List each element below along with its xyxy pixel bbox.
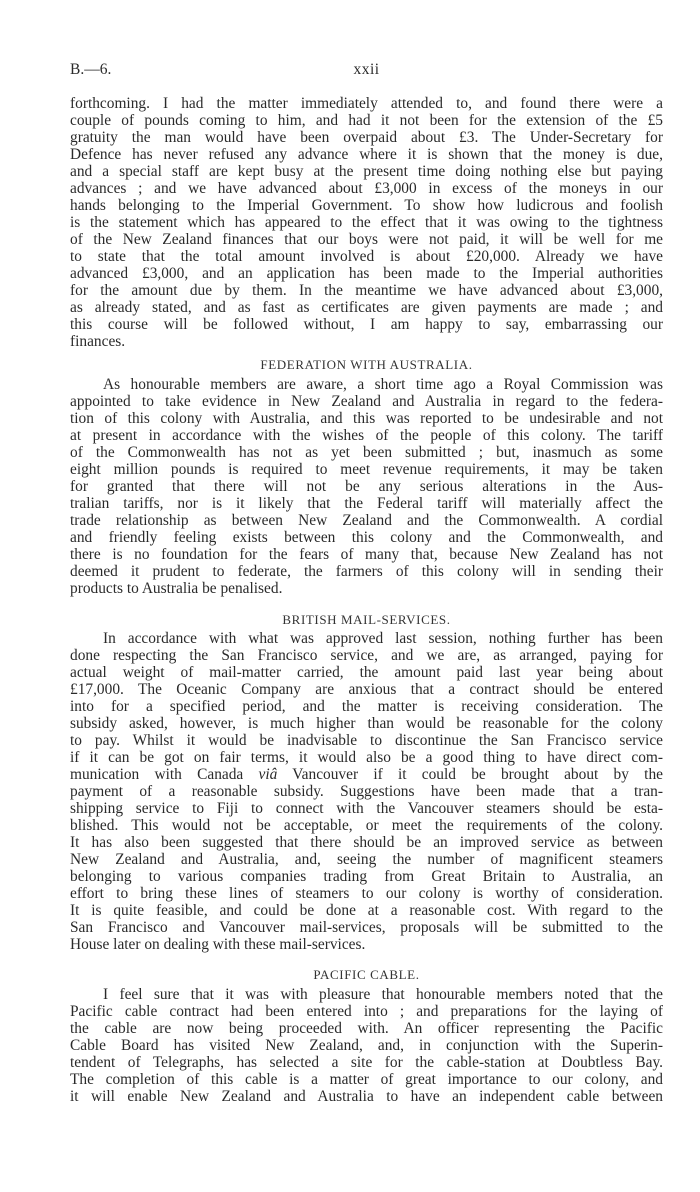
text-line: In accordance with what was approved last session, nothing further has been [103,630,663,647]
text-line: advanced £3,000, and an application has been made to the Imperial authorities [70,265,663,282]
text-line: of the Commonwealth has not as yet been submitted ; but, inasmuch as some [70,444,663,461]
text-line: tendent of Telegraphs, has selected a site for the cable-station at Doubtless Bay. [70,1054,663,1071]
text-line: to pay. Whilst it would be inadvisable to discontinue the San Francisco service [70,732,663,749]
section-heading: BRITISH MAIL-SERVICES. [282,612,451,627]
text-line: to state that the total amount involved is about £20,000. Already we have [70,248,663,265]
text-line: trade relationship as between New Zealand and the Commonwealth. A cordial [70,512,663,529]
text-line: tralian tariffs, nor is it likely that the Federal tariff will materially affect the [70,495,663,512]
text-line: into for a specified period, and the matter is receiving consideration. The [70,698,663,715]
text-line: done respecting the San Francisco service, and we are, as arranged, paying for [70,647,663,664]
text-line: is the statement which has appeared to the effect that it was owing to the tightness [70,214,663,231]
text-line: the cable are now being proceeded with. An officer representing the Pacific [70,1020,663,1037]
text-line: Cable Board has visited New Zealand, and, in conjunction with the Superin- [70,1037,663,1054]
text-line: at present in accordance with the wishes of the people of this colony. The tariff [70,427,663,444]
text-line: New Zealand and Australia, and, seeing the number of magnificent steamers [70,851,663,868]
text-line: if it can be got on fair terms, it would also be a good thing to have direct com- [70,749,663,766]
text-line: couple of pounds coming to him, and had it not been for the extension of the £5 [70,112,663,129]
section [70,95,663,350]
text-line: for the amount due by them. In the meantime we have advanced about £3,000, [70,282,663,299]
text-line: there is no foundation for the fears of many that, because New Zealand has not [70,546,663,563]
text-line: As honourable members are aware, a short time ago a Royal Commission was [103,376,663,393]
text-line: tion of this colony with Australia, and this was reported to be undesirable and not [70,410,663,427]
text-line: Defence has never refused any advance where it is shown that the money is due, [70,146,663,163]
text-line: It is quite feasible, and could be done at a reasonable cost. With regard to the [70,902,663,919]
page-number: xxii [353,61,380,78]
text-line: San Francisco and Vancouver mail-services, proposals will be submitted to the [70,919,663,936]
text-line: Pacific cable contract had been entered into ; and preparations for the laying of [70,1003,663,1020]
text-line: and friendly feeling exists between this colony and the Commonwealth, and [70,529,663,546]
text-line: blished. This would not be acceptable, or meet the requirements of the colony. [70,817,663,834]
text-line: forthcoming. I had the matter immediately attended to, and found there were a [70,95,663,112]
italic-text: viâ [258,766,278,783]
text-line: advances ; and we have advanced about £3,000 in excess of the moneys in our [70,180,663,197]
paragraph [70,630,663,953]
text-line: payment of a reasonable subsidy. Suggestions have been made that a tran- [70,783,663,800]
paragraph [70,986,663,1105]
section [70,611,663,953]
text-line: and a special staff are kept busy at the present time doing nothing else but paying [70,163,663,180]
document-body [70,95,663,1105]
section-heading: PACIFIC CABLE. [313,967,420,982]
text-line: it will enable New Zealand and Australia to have an independent cable between [70,1088,663,1105]
text-line: subsidy asked, however, is much higher than would be reasonable for the colony [70,715,663,732]
text-line: of the New Zealand finances that our boys were not paid, it will be well for me [70,231,663,248]
text-line: effort to bring these lines of steamers to our colony is worthy of consideration. [70,885,663,902]
text-line: House later on dealing with these mail-services. [70,936,366,953]
text-line: It has also been suggested that there should be an improved service as between [70,834,663,851]
text-line: £17,000. The Oceanic Company are anxious that a contract should be entered [70,681,663,698]
section [70,356,663,597]
text-line: gratuity the man would have been overpaid about £3. The Under-Secretary for [70,129,663,146]
text-line: this course will be followed without, I am happy to say, embarrassing our [70,316,663,333]
text-line: deemed it prudent to federate, the farmers of this colony will in sending their [70,563,663,580]
text-line: I feel sure that it was with pleasure that honourable members noted that the [103,986,663,1003]
text-line: as already stated, and as fast as certificates are given payments are made ; and [70,299,663,316]
page-header [70,61,663,79]
section [70,966,663,1105]
section-heading: FEDERATION WITH AUSTRALIA. [260,357,473,372]
text-line: finances. [70,333,126,350]
text-line: belonging to various companies trading from Great Britain to Australia, an [70,868,663,885]
text-line: shipping service to Fiji to connect with the Vancouver steamers should be esta- [70,800,663,817]
paragraph [70,376,663,597]
paragraph [70,95,663,350]
document-reference: B.—6. [70,61,112,78]
text-line: products to Australia be penalised. [70,580,283,597]
text-line: The completion of this cable is a matter of great importance to our colony, and [70,1071,663,1088]
text-segment: munication with Canada [70,766,259,783]
text-line: hands belonging to the Imperial Government. To show how ludicrous and foolish [70,197,663,214]
text-line: for granted that there will not be any serious alterations in the Aus- [70,478,663,495]
text-segment: Vancouver if it could be brought about by the [277,766,663,783]
text-line: eight million pounds is required to meet revenue requirements, it may be taken [70,461,663,478]
text-line [70,766,663,783]
text-line: actual weight of mail-matter carried, the amount paid last year being about [70,664,663,681]
text-line: appointed to take evidence in New Zealand and Australia in regard to the federa- [70,393,663,410]
